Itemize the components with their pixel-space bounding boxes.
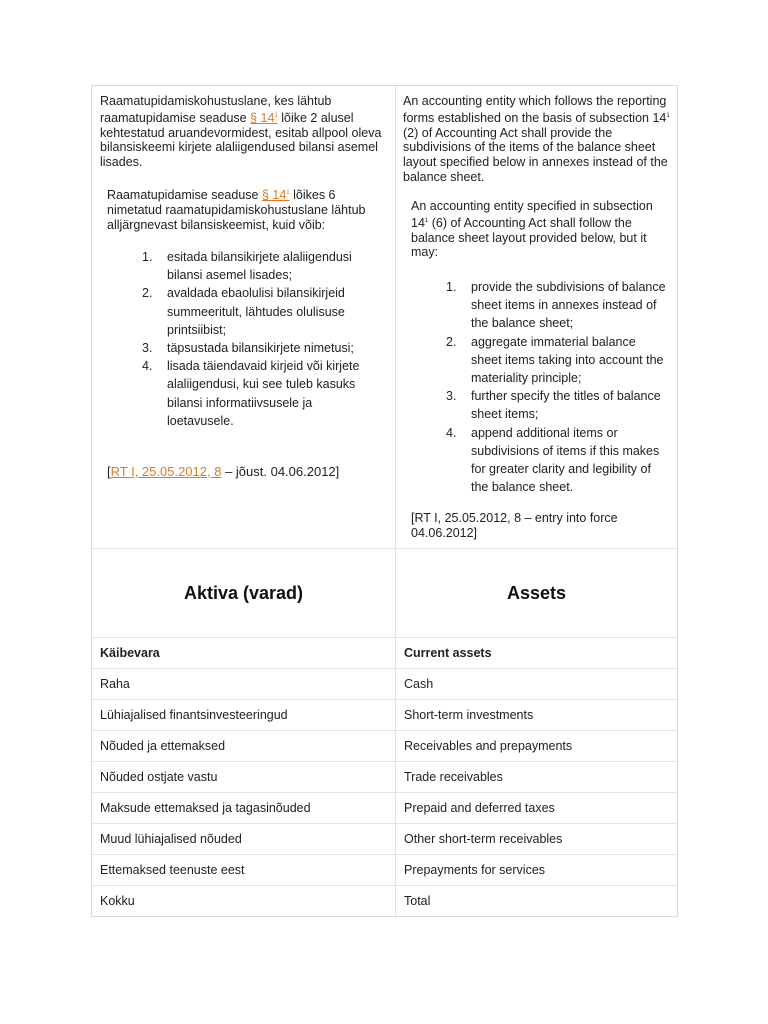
table-cell: Receivables and prepayments: [404, 739, 573, 753]
section-14-link[interactable]: § $14^1$: [250, 110, 278, 125]
table-row: [92, 823, 677, 854]
list-item: 3. täpsustada bilansikirjete nimetusi;: [142, 341, 354, 356]
table-cell: Kokku: [92, 886, 396, 916]
table-row: [92, 792, 677, 823]
list-item: 1. provide the subdivisions of balance sheet items in annexes instead of the balance sheet;: [446, 280, 666, 331]
table-cell: Current assets: [404, 646, 492, 660]
intro-cell-english: [396, 86, 677, 548]
table-row: [92, 668, 677, 699]
permissions-list: [142, 248, 374, 430]
section-heading: Assets: [506, 582, 567, 603]
table-cell: Käibevara: [92, 638, 396, 668]
rt-reference-link[interactable]: RT I, 25.05.2012, 8: [110, 464, 222, 479]
table-row: [92, 761, 677, 792]
intro-text: Raamatupidamise seaduse: [107, 188, 262, 203]
section-heading-row: [92, 548, 677, 637]
table-row: [92, 637, 677, 668]
table-cell: Other short-term receivables: [404, 832, 563, 846]
table-cell: Maksude ettemaksed ja tagasinõuded: [92, 793, 396, 823]
list-item: 4. lisada täiendavaid kirjeid või kirjete alaliigendusi, kui see tuleb kasuks bilansi informatiivsusele ja loetavusele.: [142, 359, 360, 428]
table-cell: Prepaid and deferred taxes: [404, 801, 555, 815]
list-item: 2. avaldada ebaolulisi bilansikirjeid summeeritult, lähtudes olulisuse printsiibist;: [142, 286, 345, 337]
table-row: [92, 854, 677, 885]
reference-note: [RT I, 25.05.2012, 8 – entry into force 04.06.2012]: [411, 511, 618, 540]
table-cell: Trade receivables: [404, 770, 503, 784]
table-cell: Prepayments for services: [404, 863, 546, 877]
intro-paragraph-2: [107, 186, 387, 232]
list-item: 2. aggregate immaterial balance sheet items taking into account the materiality principle;: [446, 334, 664, 386]
intro-paragraph-2: An accounting entity specified in subsection $14^1$ (6) of Accounting Act shall follow the balance sheet layout provided below, but it may:: [411, 199, 653, 260]
list-item: 3. further specify the titles of balance sheet items;: [446, 389, 661, 422]
table-row: [92, 730, 677, 761]
intro-text: Raamatupidamiskohustuslane, kes lähtub raamatupidamise seaduse: [100, 94, 332, 125]
intro-cell-estonian: [92, 86, 396, 548]
permissions-list: [446, 278, 668, 496]
table-row: [92, 885, 677, 916]
table-cell: Nõuded ja ettemaksed: [92, 731, 396, 761]
section-heading: Aktiva (varad): [92, 549, 396, 637]
intro-paragraph-1: An accounting entity which follows the reporting forms established on the basis of subsection $14^1$ (2) of Accounting Act shall provide the subdivisions of the items of the balance sheet layout specified below in annexes instead of the balance sheet.: [403, 94, 670, 184]
balance-sheet-table: [91, 85, 678, 917]
table-cell: Raha: [92, 669, 396, 699]
reference-note: [RT I, 25.05.2012, 8 – jõust. 04.06.2012]: [107, 464, 340, 479]
table-row: [92, 699, 677, 730]
table-cell: Lühiajalised finantsinvesteeringud: [92, 700, 396, 730]
table-cell: Total: [404, 894, 431, 908]
intro-text: lõike 2 alusel kehtestatud aruandevormidest, esitab allpool oleva bilansiskeemi kirjete alaliigendused bilansi asemel lisades.: [100, 110, 382, 169]
intro-row: [92, 86, 677, 548]
table-cell: Nõuded ostjate vastu: [92, 762, 396, 792]
list-item: 1. esitada bilansikirjete alaliigendusi bilansi asemel lisades;: [142, 250, 352, 283]
list-item: 4. append additional items or subdivisions of items if this makes for greater clarity and legibility of the balance sheet.: [446, 425, 660, 495]
table-cell: Short-term investments: [404, 708, 534, 722]
table-cell: Ettemaksed teenuste eest: [92, 855, 396, 885]
intro-text: lõikes 6 nimetatud raamatupidamiskohustuslane lähtub alljärgnevast bilansiskeemist, kuid võib:: [107, 188, 366, 232]
intro-paragraph-1: [100, 94, 385, 170]
section-14-link[interactable]: § $14^1$: [261, 188, 290, 203]
table-cell: Muud lühiajalised nõuded: [92, 824, 396, 854]
table-cell: Cash: [404, 677, 434, 691]
